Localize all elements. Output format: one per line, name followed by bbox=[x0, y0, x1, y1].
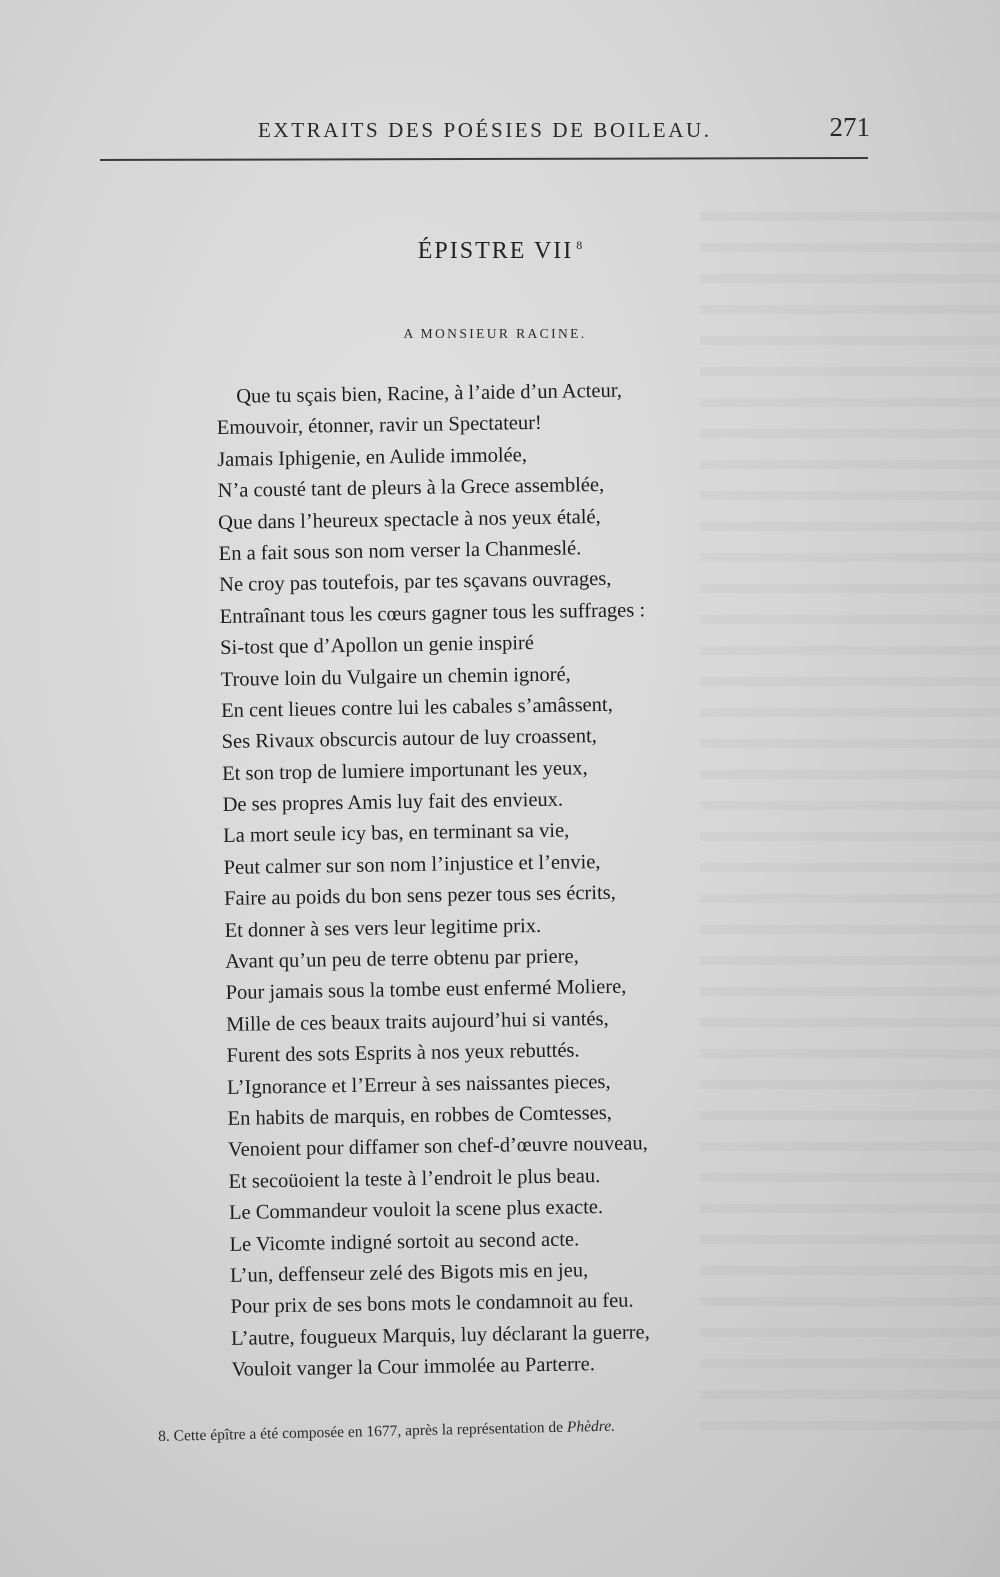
verse-line: L’Ignorance et l’Erreur à ses naissantes pieces, bbox=[226, 1070, 611, 1099]
verse-line: Ses Rivaux obscurcis autour de luy croassent, bbox=[221, 725, 597, 754]
poem-verses bbox=[216, 373, 792, 1386]
running-head bbox=[100, 112, 870, 152]
dedication: A MONSIEUR RACINE. bbox=[403, 326, 587, 341]
verse-line: Que tu sçais bien, Racine, à l’aide d’un Acteur, bbox=[236, 379, 623, 408]
page-number: 271 bbox=[829, 112, 870, 142]
verse-line: Le Vicomte indigné sortoit au second acte. bbox=[229, 1227, 580, 1256]
verse-line: Peut calmer sur son nom l’injustice et l’envie, bbox=[223, 850, 601, 879]
verse-line: Mille de ces beaux traits aujourd’hui si vantés, bbox=[225, 1007, 609, 1036]
verse-line: Emouvoir, étonner, ravir un Spectateur! bbox=[216, 412, 542, 440]
verse-line: L’autre, fougueux Marquis, luy déclarant la guerre, bbox=[230, 1321, 650, 1350]
header-rule bbox=[100, 157, 868, 161]
epistle-title-text: ÉPISTRE VII bbox=[417, 238, 574, 264]
verse-line: Pour jamais sous la tombe eust enfermé Moliere, bbox=[225, 976, 627, 1005]
verse-line: L’un, deffenseur zelé des Bigots mis en jeu, bbox=[229, 1259, 589, 1287]
verse-line: La mort seule icy bas, en terminant sa vie, bbox=[222, 819, 570, 848]
footnote-play-title: Phèdre. bbox=[566, 1417, 616, 1436]
verse-line: Entraînant tous les cœurs gagner tous les suffrages : bbox=[219, 599, 646, 628]
verse-line: Avant qu’un peu de terre obtenu par priere, bbox=[224, 945, 579, 973]
verse-line: Et son trop de lumiere importunant les yeux, bbox=[221, 756, 588, 785]
running-title: EXTRAITS DES POÉSIES DE BOILEAU. bbox=[258, 118, 712, 142]
verse-line: Trouve loin du Vulgaire un chemin ignoré, bbox=[220, 662, 571, 691]
footnote-text: 8. Cette épître a été composée en 1677, après la représentation de bbox=[158, 1418, 568, 1445]
epistle-title bbox=[0, 238, 1000, 265]
verse-line: Si-tost que d’Apollon un genie inspiré bbox=[220, 632, 535, 660]
footnote bbox=[158, 1414, 778, 1446]
verse-line: Que dans l’heureux spectacle à nos yeux étalé, bbox=[218, 505, 601, 534]
verse-line: En a fait sous son nom verser la Chanmeslé. bbox=[218, 537, 582, 565]
verse-line: Et secoüoient la teste à l’endroit le plus beau. bbox=[228, 1164, 601, 1193]
verse-line: De ses propres Amis luy fait des envieux. bbox=[222, 788, 564, 817]
verse-line: En cent lieues contre lui les cabales s’amâssent, bbox=[220, 693, 613, 722]
verse-line: N’a cousté tant de pleurs à la Grece assemblée, bbox=[217, 474, 605, 503]
verse-line: Le Commandeur vouloit la scene plus exacte. bbox=[228, 1196, 604, 1225]
verse-line: En habits de marquis, en robbes de Comtesses, bbox=[227, 1101, 613, 1130]
verse-line: Pour prix de ses bons mots le condamnoit au feu. bbox=[230, 1289, 634, 1319]
verse-line: Vouloit vanger la Cour immolée au Parterre. bbox=[231, 1353, 596, 1381]
footnote-marker: 8 bbox=[576, 238, 583, 252]
verse-line: Et donner à ses vers leur legitime prix. bbox=[224, 914, 542, 942]
verse-line: Faire au poids du bon sens pezer tous ses écrits, bbox=[223, 882, 616, 911]
verse-line: Ne croy pas toutefois, par tes sçavans ouvrages, bbox=[219, 568, 612, 597]
verse-line: Jamais Iphigenie, en Aulide immolée, bbox=[217, 443, 528, 471]
verse-line: Venoient pour diffamer son chef-d’œuvre nouveau, bbox=[227, 1132, 648, 1162]
verse-line: Furent des sots Esprits à nos yeux rebuttés. bbox=[226, 1039, 580, 1068]
